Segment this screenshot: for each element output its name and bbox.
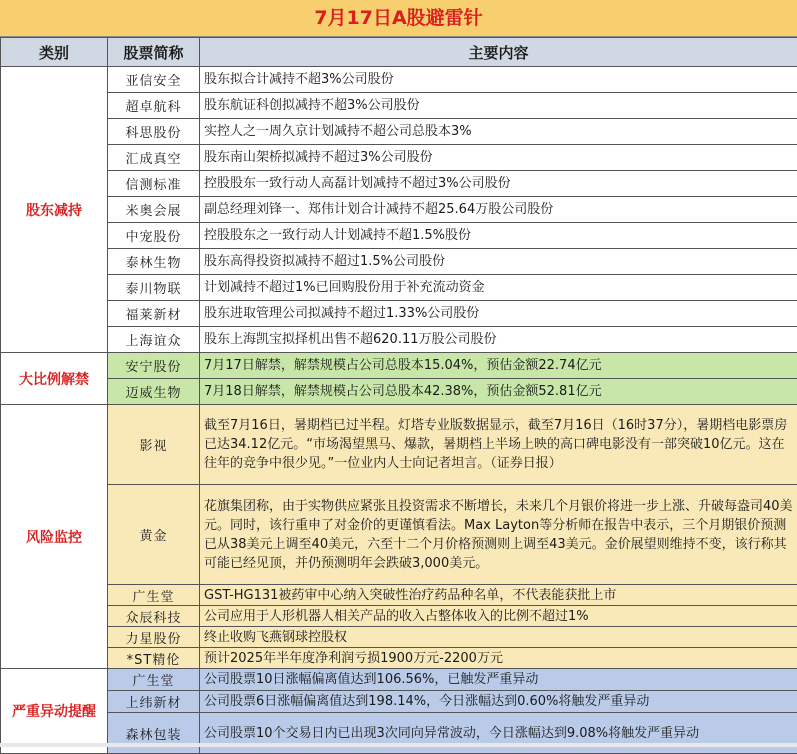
stock-name: 福莱新材 — [108, 301, 200, 327]
stock-name: 科思股份 — [108, 119, 200, 145]
stock-name: 上海谊众 — [108, 327, 200, 353]
row-content: 公司股票10个交易日内已出现3次同向异常波动，今日涨幅达到9.08%将触发严重异动 — [200, 713, 797, 754]
risk-table — [0, 37, 797, 754]
row-content: 截至7月16日，暑期档已过半程。灯塔专业版数据显示，截至7月16日（16时37分），暑期档电影票房已达34.12亿元。“市场渴望黑马、爆款，暑期档上半场上映的高口碑电影没有一部突破10亿元。这在往年的竞争中很少见。”一位业内人士向记者坦言。（证券日报） — [200, 405, 797, 485]
page-title: 7月17日A股避雷针 — [0, 0, 797, 36]
table-row — [1, 669, 797, 691]
table-row — [1, 691, 797, 713]
header-content: 主要内容 — [200, 38, 797, 67]
stock-name: 众辰科技 — [108, 606, 200, 627]
row-content: 股东拟合计减持不超3%公司股份 — [200, 67, 797, 93]
category-unlock: 大比例解禁 — [1, 353, 108, 405]
category-reduction: 股东减持 — [1, 67, 108, 353]
table-row — [1, 67, 797, 93]
stock-name: 泰林生物 — [108, 249, 200, 275]
row-content: GST-HG131被药审中心纳入突破性治疗药品种名单，不代表能获批上市 — [200, 585, 797, 606]
category-risk: 风险监控 — [1, 405, 108, 669]
row-content: 终止收购飞燕钢球控股权 — [200, 627, 797, 648]
table-header-row — [1, 38, 797, 67]
table-row — [1, 93, 797, 119]
header-stock: 股票简称 — [108, 38, 200, 67]
table-row — [1, 301, 797, 327]
table-row — [1, 627, 797, 648]
table-row — [1, 327, 797, 353]
table-row — [1, 145, 797, 171]
stock-name: 泰川物联 — [108, 275, 200, 301]
stock-name: 森林包装 — [108, 713, 200, 754]
table-row — [1, 197, 797, 223]
row-content: 股东南山架桥拟减持不超过3%公司股份 — [200, 145, 797, 171]
stock-name: 亚信安全 — [108, 67, 200, 93]
stock-name: 信测标准 — [108, 171, 200, 197]
row-content: 计划减持不超过1%已回购股份用于补充流动资金 — [200, 275, 797, 301]
row-content: 股东上海凯宝拟择机出售不超620.11万股公司股份 — [200, 327, 797, 353]
table-row — [1, 405, 797, 485]
table-row — [1, 275, 797, 301]
stock-name: 米奥会展 — [108, 197, 200, 223]
table-row — [1, 606, 797, 627]
row-content: 7月18日解禁，解禁规模占公司总股本42.38%，预估金额52.81亿元 — [200, 379, 797, 405]
row-content: 股东进取管理公司拟减持不超过1.33%公司股份 — [200, 301, 797, 327]
table-row — [1, 648, 797, 669]
row-content: 公司应用于人形机器人相关产品的收入占整体收入的比例不超过1% — [200, 606, 797, 627]
row-content: 控股股东一致行动人高磊计划减持不超过3%公司股份 — [200, 171, 797, 197]
stock-name: 中宠股份 — [108, 223, 200, 249]
title-bar — [0, 0, 797, 37]
table-row — [1, 713, 797, 754]
row-content: 股东航证科创拟减持不超3%公司股份 — [200, 93, 797, 119]
row-content: 股东高得投资拟减持不超过1.5%公司股份 — [200, 249, 797, 275]
stock-name: 上纬新材 — [108, 691, 200, 713]
stock-name: 安宁股份 — [108, 353, 200, 379]
table-row — [1, 485, 797, 585]
stock-name: 黄金 — [108, 485, 200, 585]
bottom-divider — [0, 743, 797, 747]
row-content: 实控人之一周久京计划减持不超公司总股本3% — [200, 119, 797, 145]
row-content: 花旗集团称，由于实物供应紧张且投资需求不断增长，未来几个月银价将进一步上涨、升破每盎司40美元。同时，该行重申了对金价的更谨慎看法。Max Layton等分析师在报告中表示，三个月期银价预测已从38美元上调至40美元，六至十二个月价格预测则上调至43美元。金价展望则维持不变，该行称其可能已经见顶，并仍预测明年会跌破3,000美元。 — [200, 485, 797, 585]
stock-name: 广生堂 — [108, 585, 200, 606]
stock-name: 广生堂 — [108, 669, 200, 691]
table-row — [1, 379, 797, 405]
table-row — [1, 585, 797, 606]
stock-name: 迈威生物 — [108, 379, 200, 405]
table-row — [1, 119, 797, 145]
header-category: 类别 — [1, 38, 108, 67]
row-content: 公司股票6日涨幅偏离值达到198.14%，今日涨幅达到0.60%将触发严重异动 — [200, 691, 797, 713]
stock-name: 影视 — [108, 405, 200, 485]
category-abnormal: 严重异动提醒 — [1, 669, 108, 754]
row-content: 预计2025年半年度净利润亏损1900万元-2200万元 — [200, 648, 797, 669]
table-row — [1, 249, 797, 275]
row-content: 7月17日解禁，解禁规模占公司总股本15.04%，预估金额22.74亿元 — [200, 353, 797, 379]
stock-name: 超卓航科 — [108, 93, 200, 119]
row-content: 公司股票10日涨幅偏离值达到106.56%，已触发严重异动 — [200, 669, 797, 691]
row-content: 控股股东之一致行动人计划减持不超1.5%股份 — [200, 223, 797, 249]
stock-name: 汇成真空 — [108, 145, 200, 171]
stock-name: *ST精伦 — [108, 648, 200, 669]
table-row — [1, 171, 797, 197]
table-row — [1, 223, 797, 249]
row-content: 副总经理刘锋一、郑伟计划合计减持不超25.64万股公司股份 — [200, 197, 797, 223]
table-row — [1, 353, 797, 379]
stock-name: 力星股份 — [108, 627, 200, 648]
